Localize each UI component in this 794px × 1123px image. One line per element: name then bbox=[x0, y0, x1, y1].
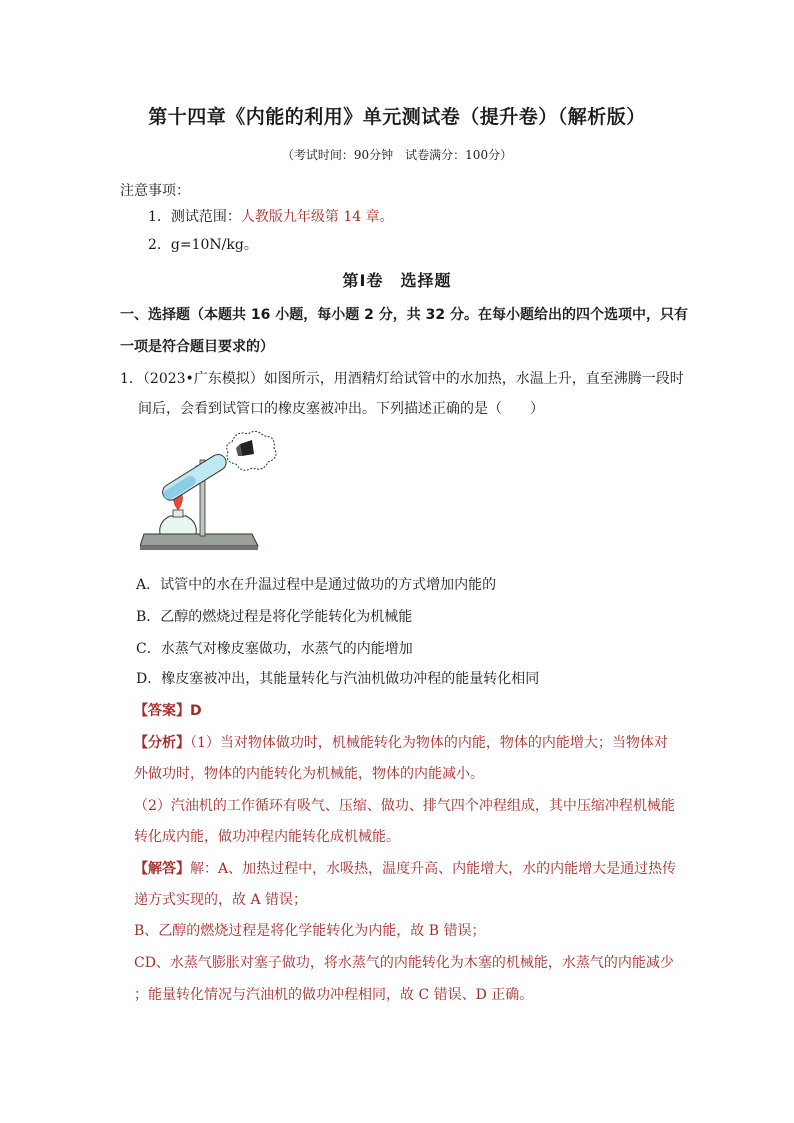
question1-solution-line5: ；能量转化情况与汽油机的做功冲程相同，故 C 错误、D 正确。 bbox=[134, 987, 534, 1003]
note-item-1 bbox=[148, 206, 394, 226]
note-item-1-prefix: 1．测试范围： bbox=[148, 209, 241, 225]
question1-stem-line1: 1．（2023•广东模拟）如图所示，用酒精灯给试管中的水加热，水温上升，直至沸腾一段时 bbox=[120, 371, 684, 387]
part1-instructions-line1: 一、选择题（本题共 16 小题，每小题 2 分，共 32 分。在每小题给出的四个选项中，只有 bbox=[120, 307, 688, 323]
question1-solution-line3: B、乙醇的燃烧过程是将化学能转化为内能，故 B 错误； bbox=[134, 923, 486, 939]
analysis-text-1: （1）当对物体做功时，机械能转化为物体的内能，物体的内能增大；当物体对 bbox=[190, 735, 668, 751]
note-item-2: 2．g=10N/kg。 bbox=[148, 237, 258, 253]
test-tube-burner-diagram-icon bbox=[140, 430, 280, 555]
note-item-1-scope: 人教版九年级第 14 章。 bbox=[240, 209, 394, 225]
question1-stem-line2: 间后，会看到试管口的橡皮塞被冲出。下列描述正确的是（ ） bbox=[138, 401, 544, 417]
question1-option-b: B．乙醇的燃烧过程是将化学能转化为机械能 bbox=[136, 609, 413, 625]
question1-analysis-line3: （2）汽油机的工作循环有吸气、压缩、做功、排气四个冲程组成，其中压缩冲程机械能 bbox=[134, 798, 675, 814]
question1-option-c: C．水蒸气对橡皮塞做功，水蒸气的内能增加 bbox=[136, 641, 413, 657]
notes-heading: 注意事项： bbox=[120, 183, 190, 199]
question1-option-d: D．橡皮塞被冲出，其能量转化与汽油机做功冲程的能量转化相同 bbox=[136, 671, 540, 687]
analysis-label: 【分析】 bbox=[134, 735, 190, 751]
exam-meta: （考试时间：90分钟 试卷满分：100分） bbox=[281, 148, 513, 162]
question1-analysis-line2: 外做功时，物体的内能转化为机械能，物体的内能减小。 bbox=[134, 766, 484, 782]
section-title: 第Ⅰ卷 选择题 bbox=[342, 271, 452, 290]
question1-option-a: A．试管中的水在升温过程中是通过做功的方式增加内能的 bbox=[136, 577, 497, 593]
solution-label: 【解答】 bbox=[134, 861, 190, 877]
question1-solution-line1 bbox=[134, 858, 676, 878]
question1-answer: 【答案】D bbox=[134, 703, 202, 719]
question1-analysis-line4: 转化成内能，做功冲程内能转化成机械能。 bbox=[134, 829, 400, 845]
solution-text-1: 解：A、加热过程中，水吸热，温度升高、内能增大，水的内能增大是通过热传 bbox=[190, 861, 677, 877]
question1-solution-line2: 递方式实现的，故 A 错误； bbox=[134, 892, 308, 908]
page-title: 第十四章《内能的利用》单元测试卷（提升卷）（解析版） bbox=[148, 106, 646, 128]
question1-solution-line4: CD、水蒸气膨胀对塞子做功，将水蒸气的内能转化为木塞的机械能，水蒸气的内能减少 bbox=[134, 955, 674, 971]
part1-instructions-line2: 一项是符合题目要求的） bbox=[120, 339, 274, 355]
question1-analysis-line1 bbox=[134, 732, 668, 752]
